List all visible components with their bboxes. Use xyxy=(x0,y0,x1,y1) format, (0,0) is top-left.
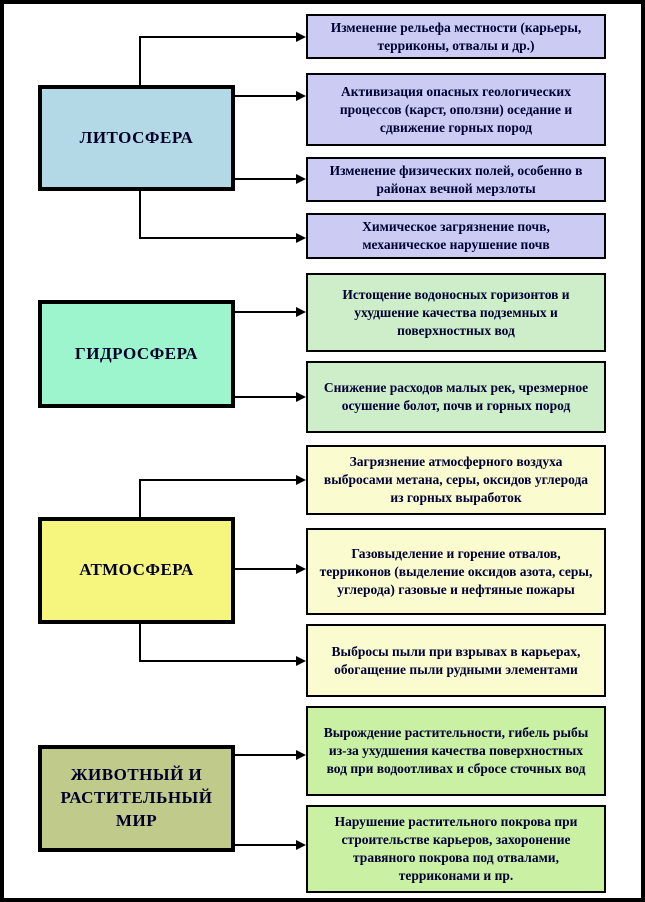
sphere-box-hydrosphere: ГИДРОСФЕРА xyxy=(38,300,235,408)
effect-box: Изменение рельефа местности (карьеры, терриконы, отвалы и др.) xyxy=(306,14,606,59)
arrowhead-icon xyxy=(296,564,306,574)
sphere-box-flora-fauna: ЖИВОТНЫЙ И РАСТИТЕЛЬНЫЙ МИР xyxy=(38,745,235,852)
effect-box: Вырождение растительности, гибель рыбы из-за ухудшения качества поверхностных вод при водоотливах и сбросе сточных вод xyxy=(306,706,606,796)
arrowhead-icon xyxy=(296,32,306,42)
effect-box: Изменение физических полей, особенно в районах вечной мерзлоты xyxy=(306,157,606,202)
sphere-box-atmosphere: АТМОСФЕРА xyxy=(38,517,235,624)
arrowhead-icon xyxy=(296,392,306,402)
arrowhead-icon xyxy=(296,174,306,184)
connector-arrow xyxy=(140,37,297,85)
connector-arrowheads xyxy=(296,32,306,850)
effect-box: Выбросы пыли при взрывах в карьерах, обогащение пыли рудными элементами xyxy=(306,624,606,697)
effect-box: Химическое загрязнение почв, механическое нарушение почв xyxy=(306,213,606,259)
effect-box: Нарушение растительного покрова при строительстве карьеров, захоронение травяного покрова под отвалами, терриконами и пр. xyxy=(306,805,606,893)
arrowhead-icon xyxy=(296,750,306,760)
effect-box: Газовыделение и горение отвалов, терриконов (выделение оксидов азота, серы, углерода) газовые и нефтяные пожары xyxy=(306,528,606,615)
arrowhead-icon xyxy=(296,840,306,850)
effect-box: Снижение расходов малых рек, чрезмерное осушение болот, почв и горных пород xyxy=(306,361,606,433)
arrowhead-icon xyxy=(296,307,306,317)
effect-box: Истощение водоносных горизонтов и ухудшение качества подземных и поверхностных вод xyxy=(306,273,606,352)
sphere-box-lithosphere: ЛИТОСФЕРА xyxy=(38,85,235,191)
arrowhead-icon xyxy=(296,656,306,666)
arrowhead-icon xyxy=(296,475,306,485)
effect-box: Активизация опасных геологических процессов (карст, оползни) оседание и сдвижение горных пород xyxy=(306,73,606,146)
effect-box: Загрязнение атмосферного воздуха выбросами метана, серы, оксидов углерода из горных выработок xyxy=(306,445,606,515)
arrowhead-icon xyxy=(296,91,306,101)
arrowhead-icon xyxy=(296,233,306,243)
connector-arrow xyxy=(140,624,297,661)
connector-arrow xyxy=(140,480,297,517)
connector-arrow xyxy=(140,191,297,238)
